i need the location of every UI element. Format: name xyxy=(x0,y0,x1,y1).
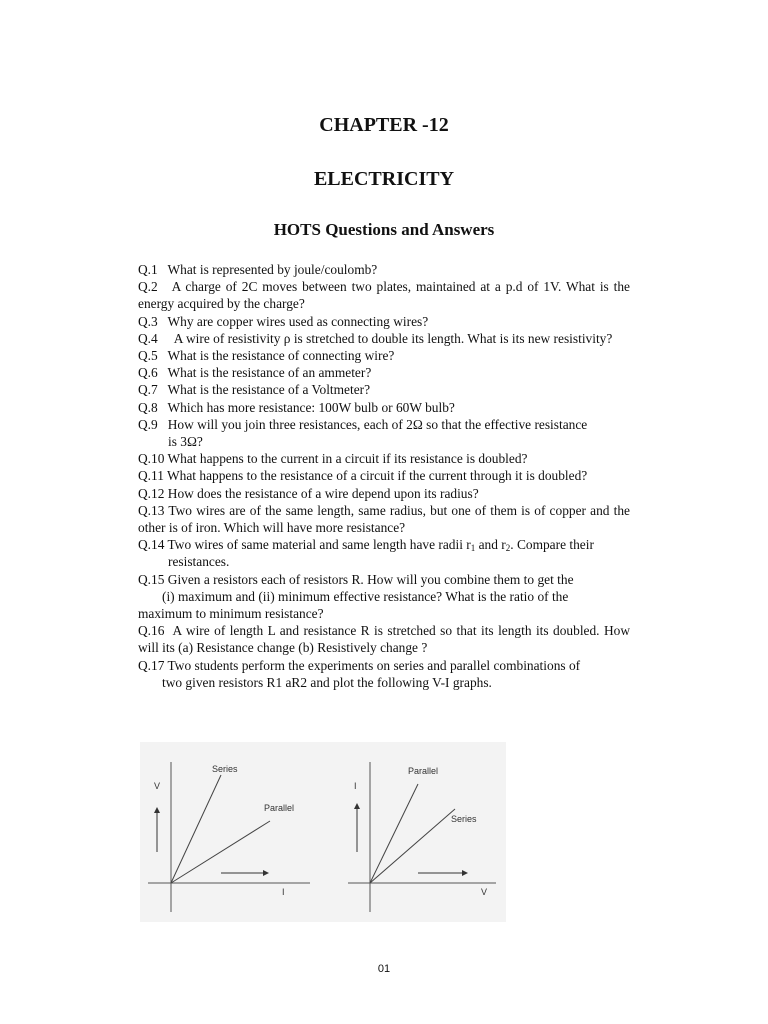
chapter-heading: CHAPTER -12 xyxy=(319,114,449,136)
right-series-label: Series xyxy=(451,814,477,824)
question-7: Q.7 What is the resistance of a Voltmeter? xyxy=(138,382,371,398)
question-13: Q.13 Two wires are of the same length, same radius, but one of them is of copper and the other is of iron. Which will have more resistance? xyxy=(138,502,630,536)
question-8: Q.8 Which has more resistance: 100W bulb or 60W bulb? xyxy=(138,399,455,415)
right-graph xyxy=(348,762,496,912)
question-10: Q.10 What happens to the current in a circuit if its resistance is doubled? xyxy=(138,451,528,467)
left-series-label: Series xyxy=(212,764,238,774)
question-6: Q.6 What is the resistance of an ammeter? xyxy=(138,365,372,381)
question-9: Q.9 How will you join three resistances, each of 2Ω so that the effective resistance is 3Ω? xyxy=(138,416,588,450)
section-heading: HOTS Questions and Answers xyxy=(273,220,495,239)
question-3: Q.3 Why are copper wires used as connecting wires? xyxy=(138,313,429,329)
right-y-label: I xyxy=(354,781,357,791)
page-number: 01 xyxy=(377,963,391,975)
question-5: Q.5 What is the resistance of connecting wire? xyxy=(138,348,395,364)
left-graph xyxy=(148,762,310,912)
question-1: Q.1 What is represented by joule/coulomb? xyxy=(138,262,378,277)
right-steep-line xyxy=(370,784,418,883)
vi-graphs-svg xyxy=(140,742,506,922)
question-2: Q.2 A charge of 2C moves between two plates, maintained at a p.d of 1V. What is the energy acquired by the charge? xyxy=(138,279,630,312)
left-parallel-label: Parallel xyxy=(264,803,295,813)
question-12: Q.12 How does the resistance of a wire depend upon its radius? xyxy=(138,485,479,501)
question-11: Q.11 What happens to the resistance of a circuit if the current through it is doubled? xyxy=(138,468,588,484)
left-x-label: I xyxy=(282,887,285,897)
question-16: Q.16 A wire of length L and resistance R is stretched so that its length its doubled. How will its (a) Resistance change (b) Resistively change ? xyxy=(138,623,630,656)
vi-graphs-figure xyxy=(140,742,506,922)
right-shallow-line xyxy=(370,809,455,883)
subject-heading: ELECTRICITY xyxy=(313,168,455,190)
question-14: Q.14 Two wires of same material and same length have radii $r_1$ and $r_2$. Compare their resistances. xyxy=(138,537,594,570)
question-list xyxy=(138,261,630,691)
right-parallel-label: Parallel xyxy=(408,766,439,776)
question-15: Q.15 Given a resistors each of resistors R. How will you combine them to get the (i) maximum and (ii) minimum effective resistance? What is the ratio of the maximum to minimum resistance? xyxy=(138,571,574,622)
question-17: Q.17 Two students perform the experiments on series and parallel combinations of two given resistors R1 aR2 and plot the following V-I graphs. xyxy=(138,657,581,690)
left-y-label: V xyxy=(154,781,161,791)
right-x-label: V xyxy=(481,887,488,897)
question-4: Q.4 A wire of resistivity ρ is stretched to double its length. What is its new resistivity? xyxy=(138,330,613,346)
